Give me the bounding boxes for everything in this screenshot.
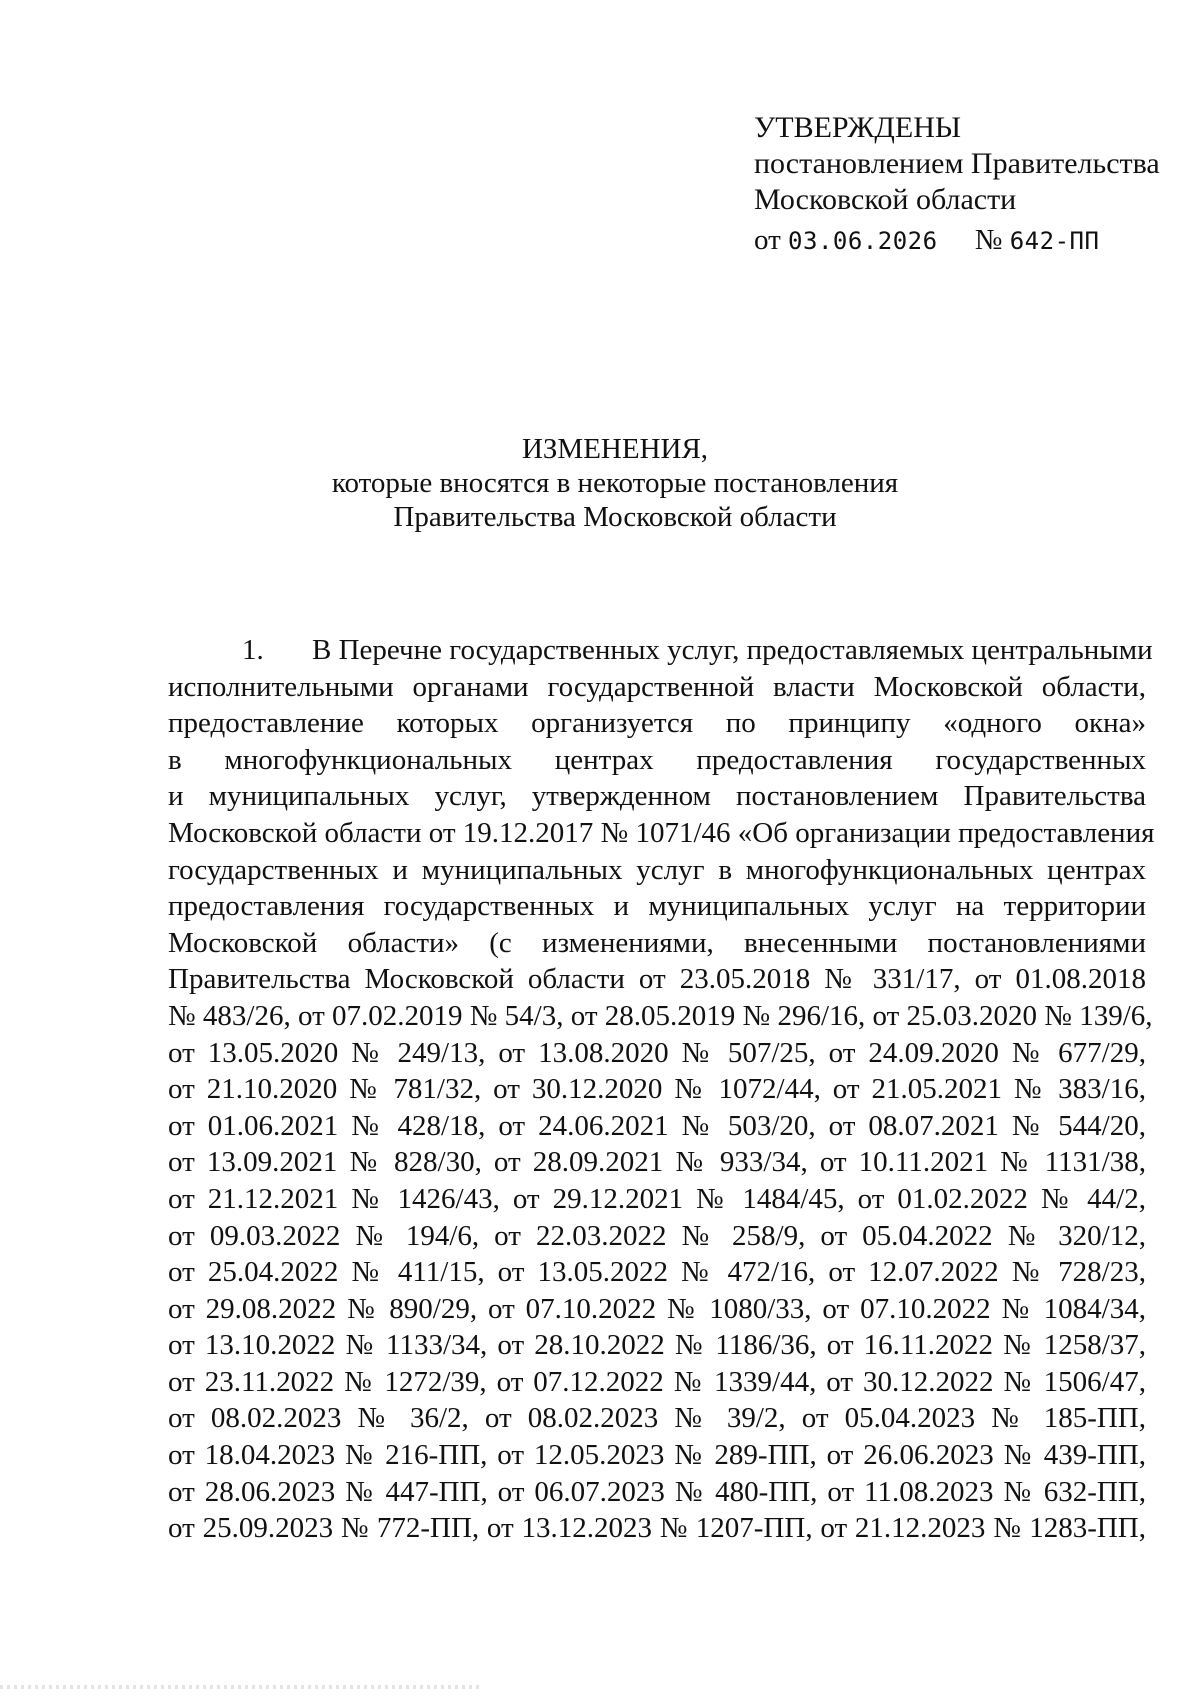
body-line: и муниципальных услуг, утвержденном постановлением Правительства [168, 780, 1146, 813]
body-line: от 21.12.2021 № 1426/43, от 29.12.2021 № 1484/45, от 01.02.2022 № 44/2, [168, 1182, 1146, 1215]
body-line: от 08.02.2023 № 36/2, от 08.02.2023 № 39/2, от 05.04.2023 № 185-ПП, [168, 1402, 1146, 1435]
body-line: от 13.10.2022 № 1133/34, от 28.10.2022 № 1186/36, от 16.11.2022 № 1258/37, [168, 1329, 1146, 1362]
body-line: от 21.10.2020 № 781/32, от 30.12.2020 № 1072/44, от 21.05.2021 № 383/16, [168, 1073, 1146, 1106]
body-line: от 29.08.2022 № 890/29, от 07.10.2022 № 1080/33, от 07.10.2022 № 1084/34, [168, 1292, 1146, 1325]
approval-number: 642-ПП [1009, 227, 1100, 255]
body-line [168, 632, 1153, 669]
scan-artifact [0, 1685, 480, 1689]
approval-number-prefix: № [974, 224, 1003, 256]
body-line: Московской области» (с изменениями, внесенными постановлениями [168, 926, 1146, 959]
approval-date-line [754, 222, 1154, 259]
body-line-text: В Перечне государственных услуг, предоставляемых центральными [312, 634, 1153, 666]
body-line: исполнительными органами государственной власти Московской области, [168, 670, 1146, 703]
body-line: от 25.09.2023 № 772-ПП, от 13.12.2023 № 1207-ПП, от 21.12.2023 № 1283-ПП, [168, 1512, 1146, 1545]
body-line: от 28.06.2023 № 447-ПП, от 06.07.2023 № 480-ПП, от 11.08.2023 № 632-ПП, [168, 1475, 1146, 1508]
approval-stamp [754, 110, 1160, 259]
approval-date: 03.06.2026 [788, 227, 938, 255]
body-line: от 25.04.2022 № 411/15, от 13.05.2022 № 472/16, от 12.07.2022 № 728/23, [168, 1256, 1146, 1289]
approval-resolution-line: постановлением Правительства [754, 147, 1160, 180]
document-body [168, 632, 1155, 1547]
title-subtitle-line2: Правительства Московской области [393, 501, 837, 533]
approval-date-prefix: от [754, 224, 781, 256]
approval-heading: УТВЕРЖДЕНЫ [754, 111, 962, 144]
body-line: № 483/26, от 07.02.2019 № 54/3, от 28.05.2019 № 296/16, от 25.03.2020 № 139/6, [168, 999, 1153, 1032]
body-line: Правительства Московской области от 23.05.2018 № 331/17, от 01.08.2018 [168, 963, 1146, 996]
item-number: 1. [242, 634, 264, 666]
body-line: предоставление которых организуется по принципу «одного окна» [168, 707, 1146, 740]
body-line: в многофункциональных центрах предоставления государственных [168, 743, 1146, 776]
body-line: от 18.04.2023 № 216-ПП, от 12.05.2023 № 289-ПП, от 26.06.2023 № 439-ПП, [168, 1439, 1146, 1472]
body-line: государственных и муниципальных услуг в многофункциональных центрах [168, 853, 1146, 886]
document-title [300, 432, 930, 534]
body-line: от 13.05.2020 № 249/13, от 13.08.2020 № 507/25, от 24.09.2020 № 677/29, [168, 1036, 1146, 1069]
body-line: предоставления государственных и муниципальных услуг на территории [168, 890, 1146, 923]
body-line: от 01.06.2021 № 428/18, от 24.06.2021 № 503/20, от 08.07.2021 № 544/20, [168, 1109, 1146, 1142]
title-subtitle-line1: которые вносятся в некоторые постановления [331, 467, 899, 499]
approval-region-line: Московской области [754, 183, 1017, 216]
body-line: от 09.03.2022 № 194/6, от 22.03.2022 № 258/9, от 05.04.2022 № 320/12, [168, 1219, 1146, 1252]
body-line: от 23.11.2022 № 1272/39, от 07.12.2022 № 1339/44, от 30.12.2022 № 1506/47, [168, 1365, 1146, 1398]
title-heading: ИЗМЕНЕНИЯ, [521, 433, 709, 465]
body-line: Московской области от 19.12.2017 № 1071/46 «Об организации предоставления [168, 816, 1155, 849]
body-line: от 13.09.2021 № 828/30, от 28.09.2021 № 933/34, от 10.11.2021 № 1131/38, [168, 1146, 1146, 1179]
